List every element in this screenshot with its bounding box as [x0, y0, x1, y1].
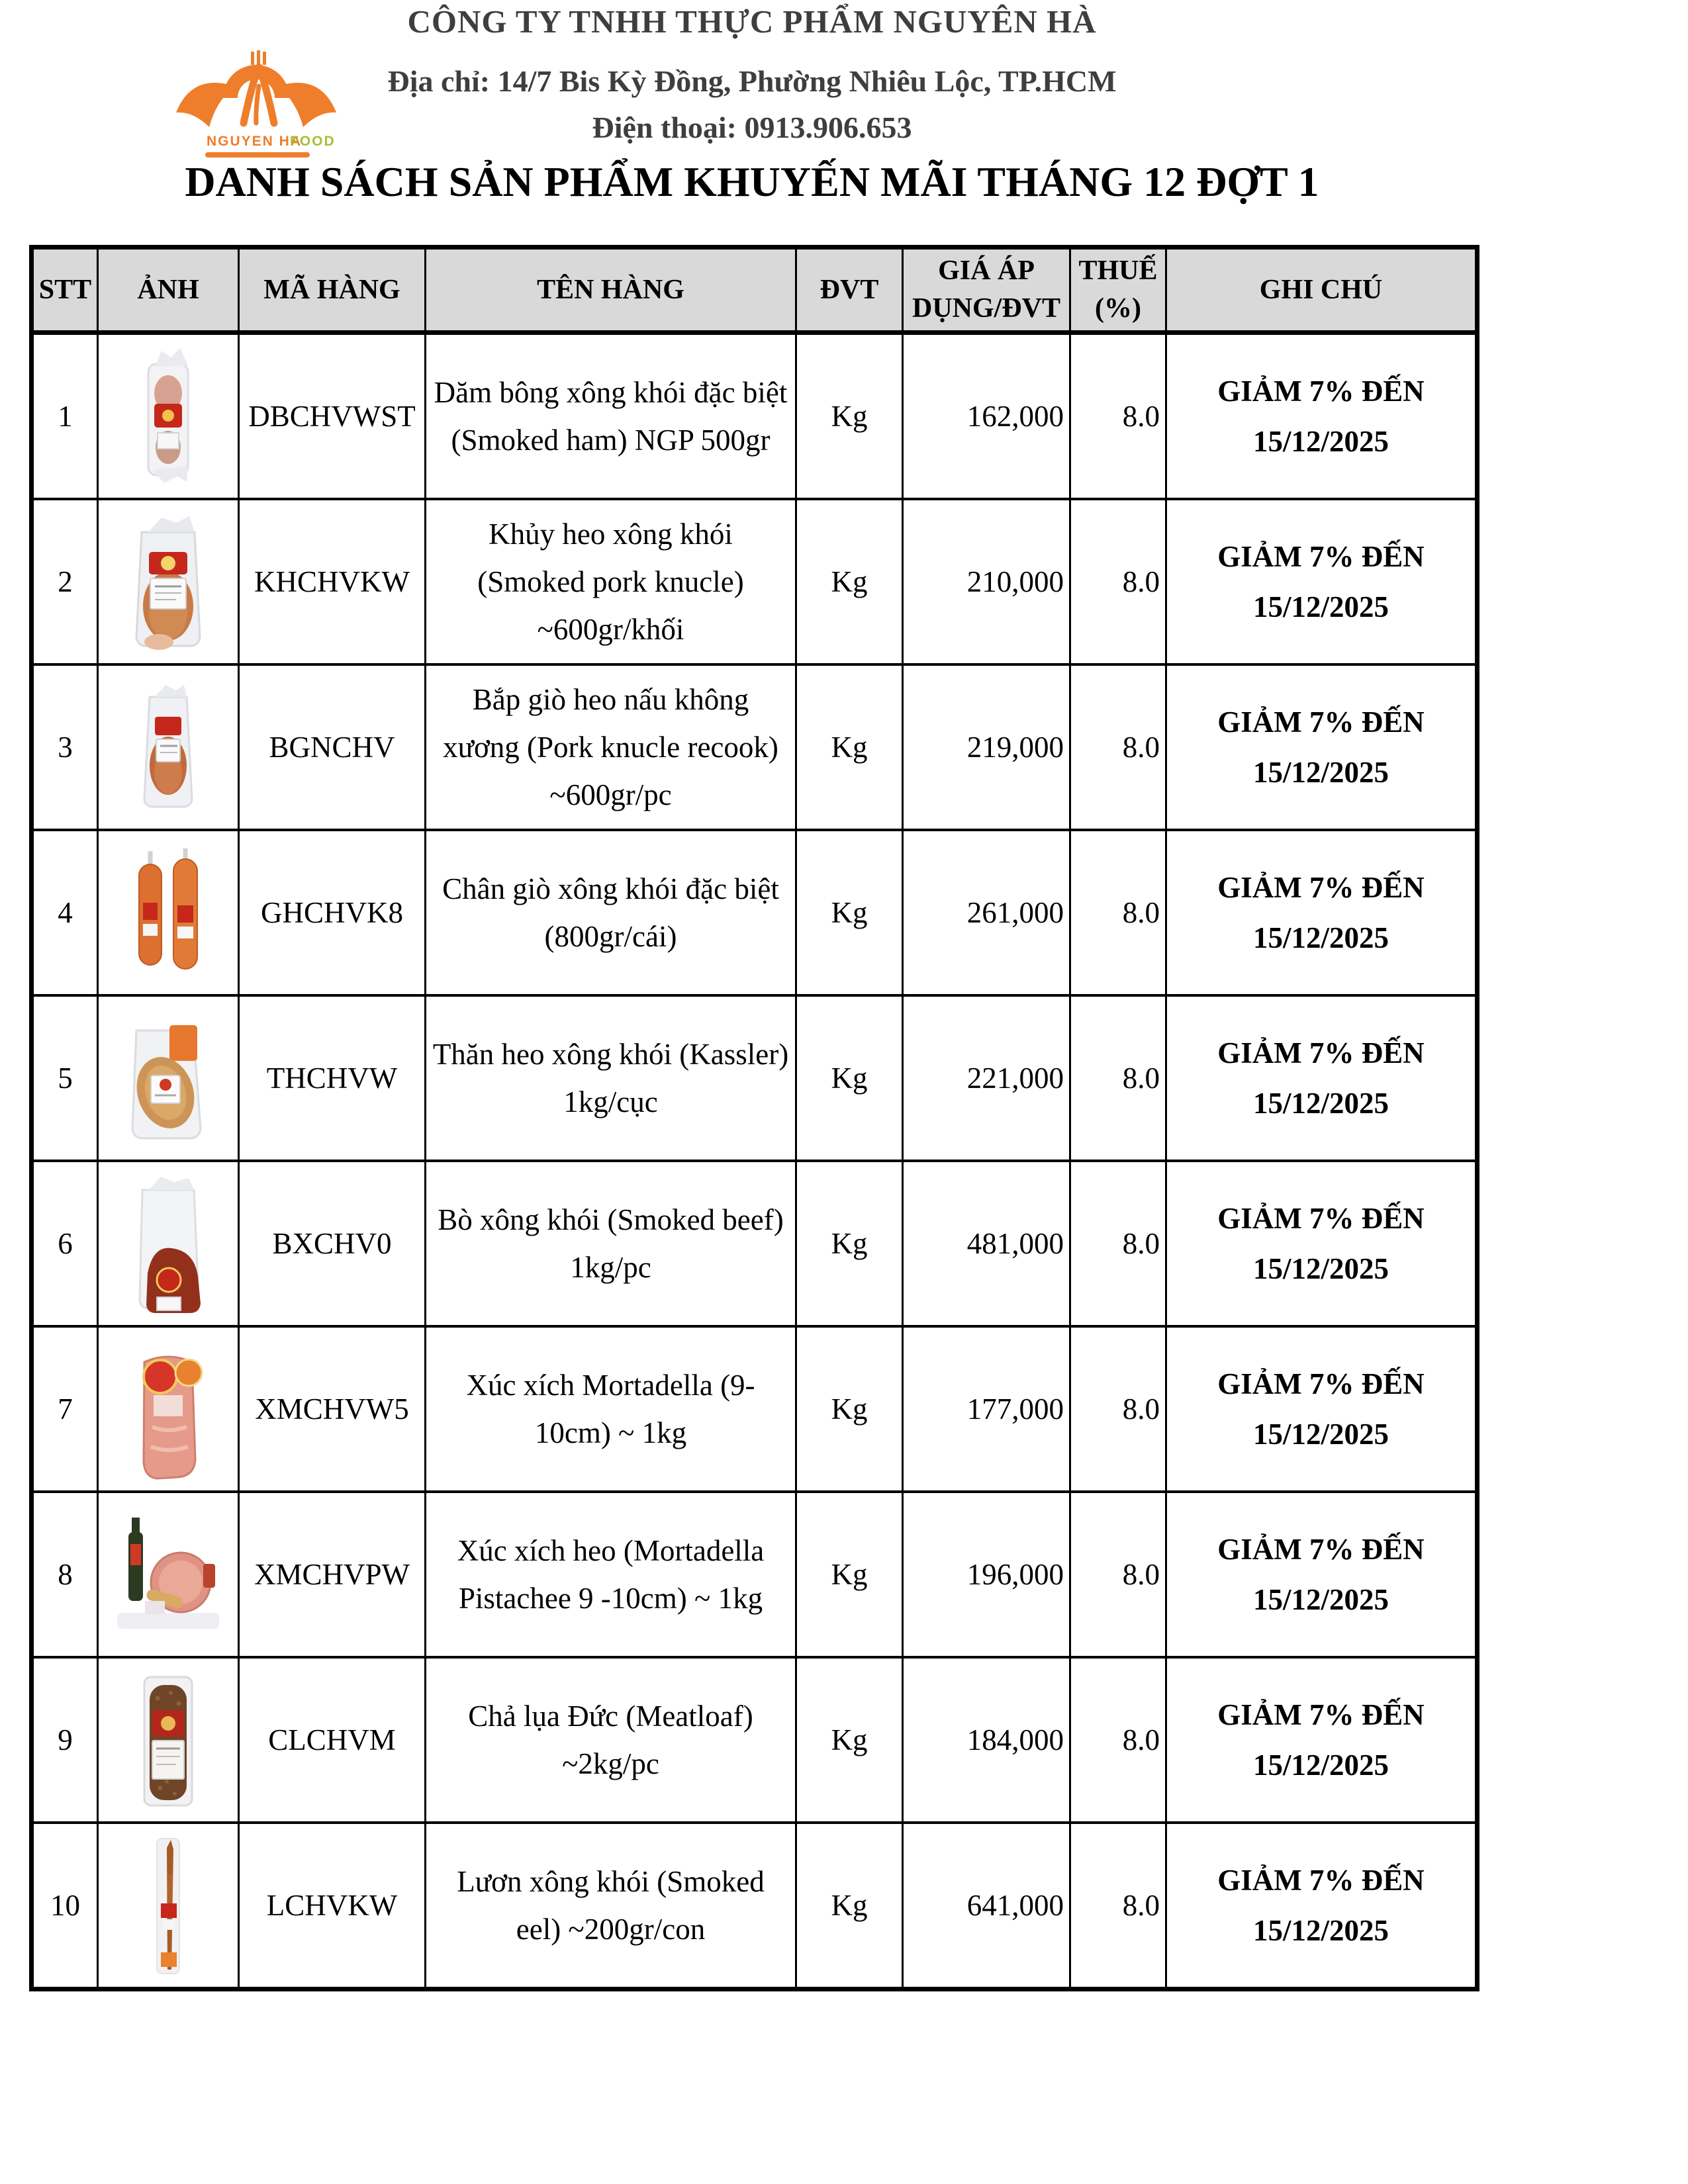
promo-table	[29, 245, 1479, 1991]
product-photo	[128, 842, 208, 984]
col-header-code: MÃ HÀNG	[239, 248, 426, 333]
page-title: DANH SÁCH SẢN PHẨM KHUYẾN MÃI THÁNG 12 ĐỢT 1	[185, 158, 1319, 205]
cell-note: GIẢM 7% ĐẾN 15/12/2025	[1166, 830, 1477, 995]
cell-code: BGNCHV	[239, 664, 426, 830]
cell-note: GIẢM 7% ĐẾN 15/12/2025	[1166, 1161, 1477, 1326]
cell-tax: 8.0	[1070, 830, 1166, 995]
cell-tax: 8.0	[1070, 995, 1166, 1161]
cell-note: GIẢM 7% ĐẾN 15/12/2025	[1166, 664, 1477, 830]
cell-stt: 5	[32, 995, 98, 1161]
cell-photo	[98, 830, 239, 995]
col-header-name: TÊN HÀNG	[426, 248, 796, 333]
cell-unit: Kg	[796, 1657, 903, 1823]
cell-photo	[98, 1161, 239, 1326]
cell-name: Xúc xích heo (Mortadella Pistachee 9 -10cm) ~ 1kg	[426, 1492, 796, 1657]
cell-price: 481,000	[903, 1161, 1070, 1326]
logo-text-food: FOOD	[290, 134, 336, 149]
cell-price: 221,000	[903, 995, 1070, 1161]
cell-code: XMCHVPW	[239, 1492, 426, 1657]
cell-price: 162,000	[903, 333, 1070, 500]
cell-name: Thăn heo xông khói (Kassler) 1kg/cục	[426, 995, 796, 1161]
cell-unit: Kg	[796, 1161, 903, 1326]
cell-code: LCHVKW	[239, 1823, 426, 1989]
cell-stt: 9	[32, 1657, 98, 1823]
cell-note: GIẢM 7% ĐẾN 15/12/2025	[1166, 1657, 1477, 1823]
product-photo	[135, 681, 201, 813]
table-row	[32, 995, 1477, 1161]
cell-name: Dăm bông xông khói đặc biệt (Smoked ham) NGP 500gr	[426, 333, 796, 500]
table-row	[32, 499, 1477, 664]
col-header-photo: ẢNH	[98, 248, 239, 333]
table-row	[32, 830, 1477, 995]
cell-code: THCHVW	[239, 995, 426, 1161]
cell-name: Xúc xích Mortadella (9-10cm) ~ 1kg	[426, 1326, 796, 1492]
cell-tax: 8.0	[1070, 1492, 1166, 1657]
cell-stt: 2	[32, 499, 98, 664]
cell-tax: 8.0	[1070, 499, 1166, 664]
company-phone: Điện thoại: 0913.906.653	[592, 111, 912, 144]
cell-note: GIẢM 7% ĐẾN 15/12/2025	[1166, 499, 1477, 664]
cell-name: Bắp giò heo nấu không xương (Pork knucle recook) ~600gr/pc	[426, 664, 796, 830]
cell-photo	[98, 664, 239, 830]
cell-tax: 8.0	[1070, 1326, 1166, 1492]
cell-photo	[98, 333, 239, 500]
cell-name: Bò xông khói (Smoked beef) 1kg/pc	[426, 1161, 796, 1326]
product-photo	[138, 1835, 198, 1977]
cell-code: GHCHVK8	[239, 830, 426, 995]
cell-note: GIẢM 7% ĐẾN 15/12/2025	[1166, 1823, 1477, 1989]
cell-tax: 8.0	[1070, 664, 1166, 830]
cell-photo	[98, 499, 239, 664]
cell-name: Chân giò xông khói đặc biệt (800gr/cái)	[426, 830, 796, 995]
cell-photo	[98, 1823, 239, 1989]
cell-note: GIẢM 7% ĐẾN 15/12/2025	[1166, 1326, 1477, 1492]
table-row	[32, 1326, 1477, 1492]
cell-stt: 1	[32, 333, 98, 500]
cell-note: GIẢM 7% ĐẾN 15/12/2025	[1166, 1492, 1477, 1657]
cell-price: 641,000	[903, 1823, 1070, 1989]
cell-stt: 3	[32, 664, 98, 830]
product-photo	[128, 512, 208, 651]
cell-tax: 8.0	[1070, 1657, 1166, 1823]
company-logo	[167, 34, 346, 163]
cell-photo	[98, 1492, 239, 1657]
cell-stt: 6	[32, 1161, 98, 1326]
cell-price: 261,000	[903, 830, 1070, 995]
cell-name: Lươn xông khói (Smoked eel) ~200gr/con	[426, 1823, 796, 1989]
logo-underline-bar	[205, 152, 310, 158]
col-header-stt: STT	[32, 248, 98, 333]
product-photo	[134, 1669, 203, 1811]
cell-tax: 8.0	[1070, 333, 1166, 500]
cell-stt: 8	[32, 1492, 98, 1657]
product-photo	[130, 1173, 207, 1315]
company-address: Địa chỉ: 14/7 Bis Kỳ Đồng, Phường Nhiêu Lộc, TP.HCM	[387, 64, 1117, 98]
cell-code: KHCHVKW	[239, 499, 426, 664]
product-photo	[127, 1338, 210, 1480]
cell-photo	[98, 1326, 239, 1492]
cell-tax: 8.0	[1070, 1161, 1166, 1326]
product-photo	[112, 1515, 224, 1634]
cell-stt: 10	[32, 1823, 98, 1989]
table-row	[32, 1492, 1477, 1657]
cell-unit: Kg	[796, 1823, 903, 1989]
table-row	[32, 1657, 1477, 1823]
table-row	[32, 1161, 1477, 1326]
logo-text-name: NGUYEN HA	[207, 134, 303, 149]
cell-name: Khủy heo xông khói (Smoked pork knucle) ~600gr/khối	[426, 499, 796, 664]
cell-price: 219,000	[903, 664, 1070, 830]
col-header-unit: ĐVT	[796, 248, 903, 333]
cell-stt: 4	[32, 830, 98, 995]
cell-tax: 8.0	[1070, 1823, 1166, 1989]
table-header-row	[32, 248, 1477, 333]
table-row	[32, 664, 1477, 830]
col-header-tax: THUẾ (%)	[1070, 248, 1166, 333]
cell-unit: Kg	[796, 664, 903, 830]
cell-price: 177,000	[903, 1326, 1070, 1492]
cell-unit: Kg	[796, 995, 903, 1161]
cell-price: 184,000	[903, 1657, 1070, 1823]
cell-note: GIẢM 7% ĐẾN 15/12/2025	[1166, 995, 1477, 1161]
col-header-note: GHI CHÚ	[1166, 248, 1477, 333]
cell-unit: Kg	[796, 1492, 903, 1657]
cell-stt: 7	[32, 1326, 98, 1492]
cell-code: XMCHVW5	[239, 1326, 426, 1492]
cell-code: DBCHVWST	[239, 333, 426, 500]
cell-code: BXCHV0	[239, 1161, 426, 1326]
cell-unit: Kg	[796, 830, 903, 995]
cell-price: 196,000	[903, 1492, 1070, 1657]
product-photo	[135, 347, 201, 486]
cell-photo	[98, 1657, 239, 1823]
cell-unit: Kg	[796, 1326, 903, 1492]
company-name: CÔNG TY TNHH THỰC PHẨM NGUYÊN HÀ	[407, 3, 1097, 40]
cell-price: 210,000	[903, 499, 1070, 664]
cell-note: GIẢM 7% ĐẾN 15/12/2025	[1166, 333, 1477, 500]
table-row	[32, 333, 1477, 500]
cell-unit: Kg	[796, 499, 903, 664]
cell-photo	[98, 995, 239, 1161]
cell-code: CLCHVM	[239, 1657, 426, 1823]
cell-unit: Kg	[796, 333, 903, 500]
product-photo	[127, 1012, 210, 1144]
col-header-price: GIÁ ÁP DỤNG/ĐVT	[903, 248, 1070, 333]
cell-name: Chả lụa Đức (Meatloaf) ~2kg/pc	[426, 1657, 796, 1823]
table-row	[32, 1823, 1477, 1989]
